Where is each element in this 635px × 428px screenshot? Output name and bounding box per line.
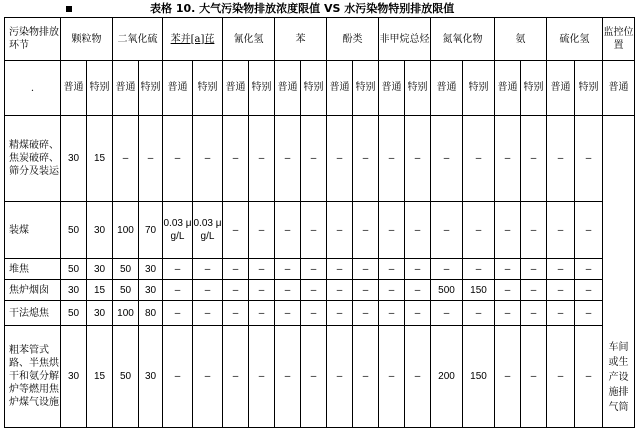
pollutant-header: 氮氧化物 — [431, 18, 495, 61]
limit-value-cell: – — [193, 326, 223, 428]
special-limit-header: 特别 — [87, 61, 113, 116]
limit-value-cell: – — [521, 301, 547, 326]
limit-value-cell: – — [575, 259, 603, 280]
limit-value-cell: – — [379, 259, 405, 280]
location-normal-header: 普通 — [603, 61, 635, 116]
normal-limit-header: 普通 — [223, 61, 249, 116]
limit-value-cell: – — [547, 301, 575, 326]
limit-value-cell: – — [353, 326, 379, 428]
limit-value-cell: – — [193, 280, 223, 301]
limit-value-cell: – — [163, 280, 193, 301]
limit-value-cell: 30 — [61, 280, 87, 301]
header-row-limit-types — [5, 61, 635, 116]
limit-value-cell: – — [163, 116, 193, 202]
limit-value-cell: 50 — [61, 259, 87, 280]
limit-value-cell: – — [575, 326, 603, 428]
limit-value-cell: 30 — [61, 116, 87, 202]
table-title: 表格 10. 大气污染物排放浓度限值 VS 水污染物特别排放限值 — [150, 2, 455, 15]
limit-value-cell: – — [379, 280, 405, 301]
limit-value-cell: – — [547, 280, 575, 301]
limit-value-cell: 30 — [61, 326, 87, 428]
limit-value-cell: – — [223, 326, 249, 428]
limit-value-cell: 100 — [113, 202, 139, 259]
emission-source-cell: 干法熄焦 — [5, 301, 61, 326]
special-limit-header: 特别 — [301, 61, 327, 116]
limit-value-cell: – — [249, 116, 275, 202]
limit-value-cell: 30 — [87, 301, 113, 326]
limit-value-cell: – — [431, 301, 463, 326]
limit-value-cell: 30 — [139, 259, 163, 280]
normal-limit-header: 普通 — [163, 61, 193, 116]
limit-value-cell: 15 — [87, 326, 113, 428]
limit-value-cell: – — [275, 280, 301, 301]
pollutant-header: 二氧化硫 — [113, 18, 163, 61]
limit-value-cell: – — [463, 301, 495, 326]
limit-value-cell: 30 — [139, 326, 163, 428]
limit-value-cell: – — [547, 116, 575, 202]
normal-limit-header: 普通 — [495, 61, 521, 116]
limit-value-cell: – — [431, 259, 463, 280]
normal-limit-header: 普通 — [327, 61, 353, 116]
limit-value-cell: – — [405, 116, 431, 202]
limit-value-cell: – — [495, 301, 521, 326]
limit-value-cell: – — [379, 301, 405, 326]
limit-value-cell: – — [495, 202, 521, 259]
limit-value-cell: – — [327, 116, 353, 202]
limit-value-cell: – — [249, 280, 275, 301]
limit-value-cell: – — [495, 116, 521, 202]
limit-value-cell: 15 — [87, 116, 113, 202]
limit-value-cell: – — [379, 116, 405, 202]
emission-source-cell: 粗苯管式路、半焦烘干和氨分解炉等燃用焦炉煤气设施 — [5, 326, 61, 428]
table-row — [5, 202, 635, 259]
limit-value-cell: – — [193, 301, 223, 326]
limit-value-cell: – — [405, 202, 431, 259]
limit-value-cell: – — [301, 202, 327, 259]
table-row — [5, 259, 635, 280]
limit-value-cell: 50 — [113, 259, 139, 280]
limit-value-cell: – — [353, 202, 379, 259]
limit-value-cell: – — [249, 326, 275, 428]
limit-value-cell: – — [275, 116, 301, 202]
table-row — [5, 301, 635, 326]
normal-limit-header: 普通 — [379, 61, 405, 116]
limit-value-cell: – — [327, 202, 353, 259]
limit-value-cell: 50 — [113, 280, 139, 301]
limit-value-cell: – — [275, 259, 301, 280]
limit-value-cell: – — [379, 202, 405, 259]
limit-value-cell: 80 — [139, 301, 163, 326]
limit-value-cell: – — [139, 116, 163, 202]
limit-value-cell: 50 — [61, 202, 87, 259]
pollutant-header: 硫化氢 — [547, 18, 603, 61]
limit-value-cell: – — [223, 116, 249, 202]
normal-limit-header: 普通 — [113, 61, 139, 116]
limit-value-cell: – — [379, 326, 405, 428]
limit-value-cell: – — [223, 280, 249, 301]
source-column-header: 污染物排放环节 — [5, 18, 61, 61]
normal-limit-header: 普通 — [431, 61, 463, 116]
limit-value-cell: – — [463, 116, 495, 202]
limit-value-cell: – — [113, 116, 139, 202]
limit-value-cell: – — [193, 259, 223, 280]
limit-value-cell: – — [327, 259, 353, 280]
limit-value-cell: – — [193, 116, 223, 202]
limit-value-cell: 30 — [87, 259, 113, 280]
emission-source-cell: 精煤破碎、焦炭破碎、筛分及装运 — [5, 116, 61, 202]
special-limit-header: 特别 — [575, 61, 603, 116]
limit-value-cell: 30 — [87, 202, 113, 259]
header-row-pollutants — [5, 18, 635, 61]
limit-value-cell: – — [163, 259, 193, 280]
special-limit-header: 特别 — [405, 61, 431, 116]
limit-value-cell: – — [463, 259, 495, 280]
normal-limit-header: 普通 — [61, 61, 87, 116]
limit-value-cell: – — [547, 259, 575, 280]
table-row — [5, 280, 635, 301]
limit-value-cell: – — [431, 202, 463, 259]
limit-value-cell: – — [463, 202, 495, 259]
limit-value-cell: 50 — [61, 301, 87, 326]
special-limit-header: 特别 — [139, 61, 163, 116]
limit-value-cell: – — [547, 202, 575, 259]
monitor-location-cell: 车间或生产设施排气筒 — [603, 116, 635, 428]
special-limit-header: 特别 — [193, 61, 223, 116]
limit-value-cell: – — [547, 326, 575, 428]
special-limit-header: 特别 — [249, 61, 275, 116]
bullet-marker — [66, 6, 72, 12]
limit-value-cell: – — [301, 301, 327, 326]
limit-value-cell: – — [327, 326, 353, 428]
limit-value-cell: – — [249, 202, 275, 259]
limit-value-cell: – — [301, 326, 327, 428]
limit-value-cell: – — [327, 280, 353, 301]
limit-value-cell: – — [301, 116, 327, 202]
limit-value-cell: – — [249, 301, 275, 326]
limit-value-cell: – — [575, 202, 603, 259]
special-limit-header: 特别 — [353, 61, 379, 116]
limit-value-cell: 30 — [139, 280, 163, 301]
limit-value-cell: 70 — [139, 202, 163, 259]
limit-value-cell: – — [405, 301, 431, 326]
special-limit-header: 特别 — [521, 61, 547, 116]
limit-value-cell: – — [223, 301, 249, 326]
limit-value-cell: – — [163, 326, 193, 428]
limit-value-cell: – — [223, 259, 249, 280]
limit-value-cell: – — [575, 280, 603, 301]
limit-value-cell: 150 — [463, 326, 495, 428]
limit-value-cell: – — [301, 259, 327, 280]
pollutant-header: 酚类 — [327, 18, 379, 61]
limit-value-cell: 50 — [113, 326, 139, 428]
emission-source-cell: 焦炉烟囱 — [5, 280, 61, 301]
table-row — [5, 326, 635, 428]
limit-value-cell: – — [353, 116, 379, 202]
emission-source-cell: 装煤 — [5, 202, 61, 259]
pollutant-header: 颗粒物 — [61, 18, 113, 61]
pollutant-header: 非甲烷总烃 — [379, 18, 431, 61]
limit-value-cell: – — [521, 202, 547, 259]
limit-value-cell: – — [353, 280, 379, 301]
limit-value-cell: 150 — [463, 280, 495, 301]
emission-limits-table — [4, 17, 635, 428]
special-limit-header: 特别 — [463, 61, 495, 116]
limit-value-cell: 500 — [431, 280, 463, 301]
limit-value-cell: – — [575, 116, 603, 202]
limit-value-cell: – — [575, 301, 603, 326]
limit-value-cell: 100 — [113, 301, 139, 326]
pollutant-header: 苯 — [275, 18, 327, 61]
limit-value-cell: – — [327, 301, 353, 326]
limit-value-cell: – — [301, 280, 327, 301]
limit-value-cell: – — [275, 202, 301, 259]
limit-value-cell: – — [353, 259, 379, 280]
limit-value-cell: 0.03 μ g/L — [163, 202, 193, 259]
limit-value-cell: – — [353, 301, 379, 326]
limit-value-cell: – — [495, 259, 521, 280]
limit-value-cell: – — [275, 326, 301, 428]
limit-value-cell: – — [275, 301, 301, 326]
limit-value-cell: 15 — [87, 280, 113, 301]
limit-value-cell: – — [495, 326, 521, 428]
limit-value-cell: – — [495, 280, 521, 301]
location-column-header: 监控位置 — [603, 18, 635, 61]
pollutant-header: 苯并[a]芘 — [163, 18, 223, 61]
limit-value-cell: – — [405, 326, 431, 428]
limit-value-cell: – — [521, 326, 547, 428]
limit-value-cell: – — [431, 116, 463, 202]
pollutant-header: 氨 — [495, 18, 547, 61]
limit-value-cell: – — [163, 301, 193, 326]
limit-value-cell: – — [249, 259, 275, 280]
limit-value-cell: – — [521, 280, 547, 301]
limit-value-cell: – — [223, 202, 249, 259]
emission-source-cell: 堆焦 — [5, 259, 61, 280]
table-row — [5, 116, 635, 202]
source-subheader-blank: . — [5, 61, 61, 116]
normal-limit-header: 普通 — [547, 61, 575, 116]
limit-value-cell: – — [521, 259, 547, 280]
normal-limit-header: 普通 — [275, 61, 301, 116]
limit-value-cell: 0.03 μ g/L — [193, 202, 223, 259]
limit-value-cell: 200 — [431, 326, 463, 428]
limit-value-cell: – — [405, 259, 431, 280]
pollutant-header: 氰化氢 — [223, 18, 275, 61]
limit-value-cell: – — [405, 280, 431, 301]
limit-value-cell: – — [521, 116, 547, 202]
